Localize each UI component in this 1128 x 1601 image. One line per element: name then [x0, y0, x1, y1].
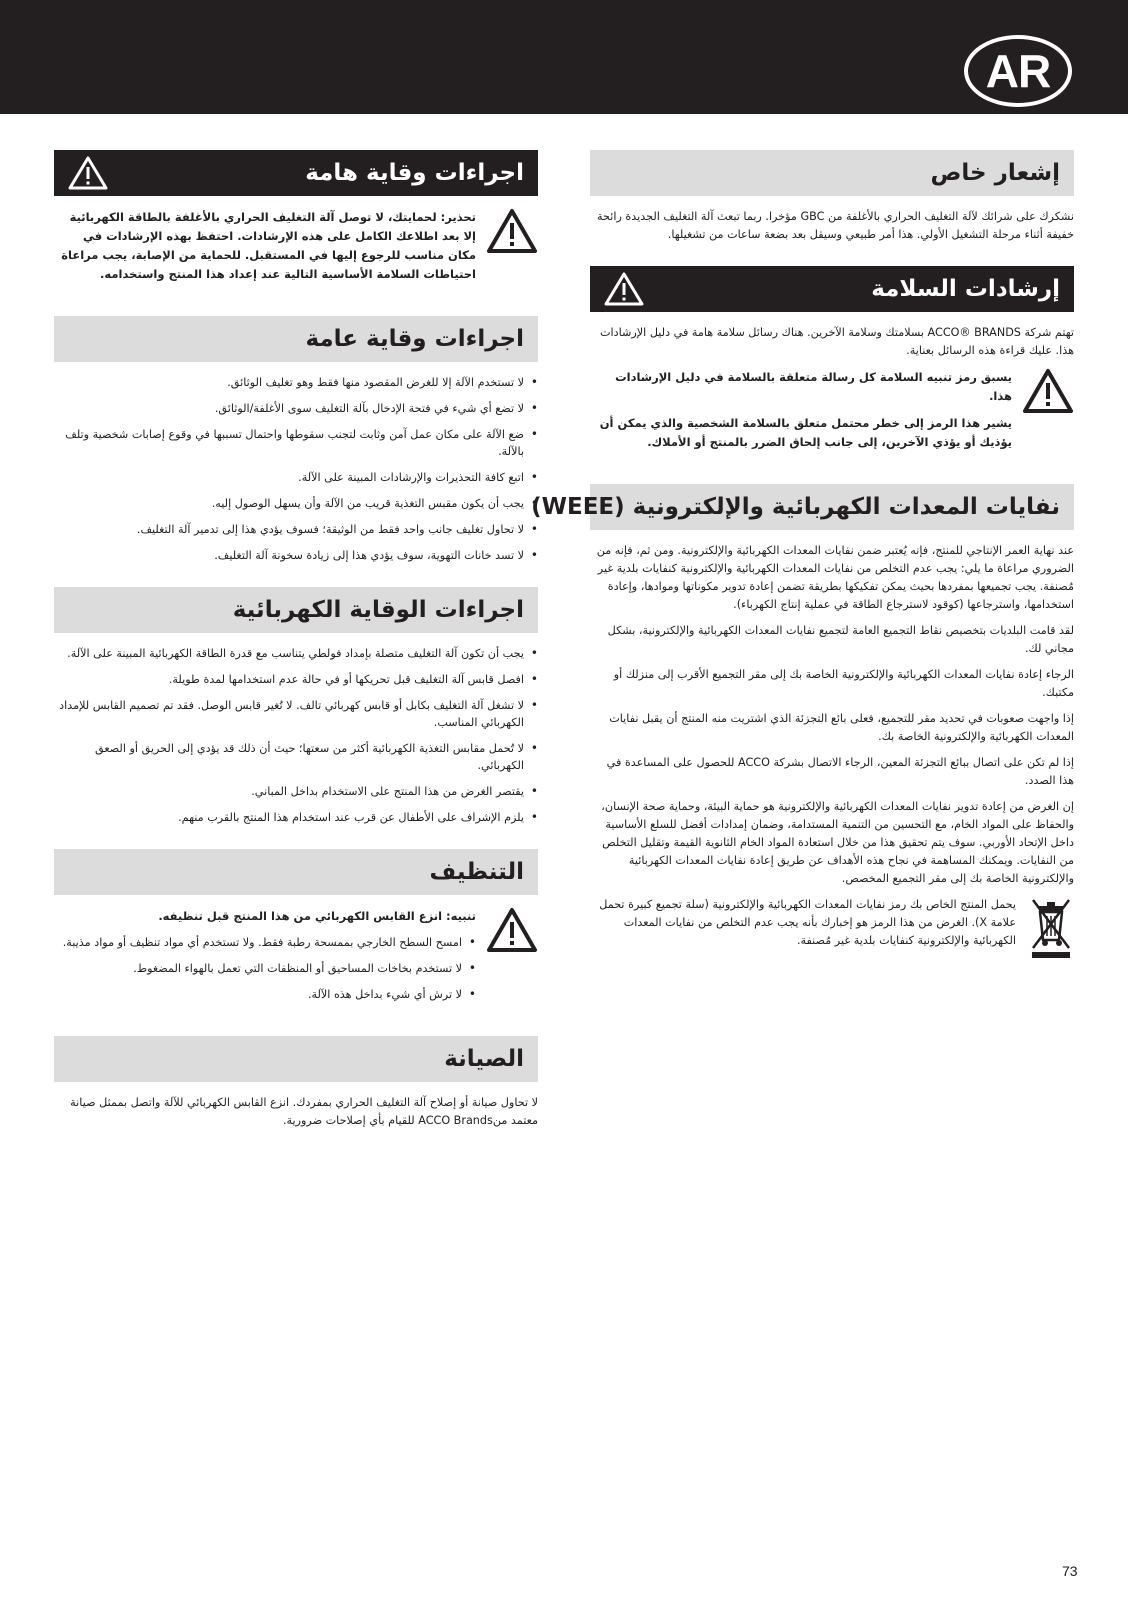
electrical-safeguards-section	[54, 587, 538, 826]
important-warning-row	[54, 208, 538, 292]
notice-header	[590, 150, 1074, 196]
language-badge: AR	[964, 35, 1072, 107]
left-column	[54, 150, 538, 1138]
list-item: • لا ترش أي شيء بداخل هذه الآلة.	[54, 986, 476, 1003]
weee-section	[531, 484, 1074, 960]
list-item: • لا تستخدم بخاخات المساحيق أو المنظفات التي تعمل بالهواء المضغوط.	[54, 960, 476, 977]
list-item: • لا تُحمل مقابس التغذية الكهربائية أكثر من سعتها؛ حيث أن ذلك قد يؤدي إلى الحريق أو الصعق الكهربائي.	[54, 740, 538, 774]
page-number: 73	[1062, 1563, 1078, 1579]
cleaning-header	[54, 849, 538, 895]
list-item: • افصل قابس آلة التغليف قبل تحريكها أو في حالة عدم استخدامها لمدة طويلة.	[54, 671, 538, 688]
maintenance-section	[54, 1036, 538, 1130]
cleaning-list	[54, 934, 476, 1003]
cleaning-title: التنظيف	[429, 859, 524, 885]
notice-section	[590, 150, 1074, 244]
safety-intro: تهتم شركة ACCO® BRANDS بسلامتك وسلامة الآخرين. هناك رسائل سلامة هامة في دليل الإرشادات هذا. عليك قراءة هذه الرسائل بعناية.	[599, 326, 1074, 357]
list-item: • يجب أن يكون مقبس التغذية قريب من الآلة وأن يسهل الوصول إليه.	[54, 495, 538, 512]
warning-triangle-icon	[1022, 368, 1074, 414]
important-warning-text: تحذير: لحمايتك، لا توصل آلة التغليف الحراري بالأغلفة بالطاقة الكهربائية إلا بعد اطلاعك الكامل على هذه الإرشادات. احتفظ بهذه الإرشادات في مكان مناسب للرجوع إليها في المستقبل. للحماية من الإصابة، يجب مراعاة احتياطات السلامة الأساسية التالية عند إعداد هذا المنتج واستخدامه.	[61, 210, 476, 281]
cleaning-warning-row	[54, 907, 538, 1012]
notice-title: إشعار خاص	[930, 160, 1060, 186]
crossed-bin-icon	[1028, 896, 1074, 960]
general-safeguards-title: اجراءات وقاية عامة	[305, 326, 524, 352]
safety-warning-line-1: يسبق رمز تنبيه السلامة كل رسالة متعلقة بالسلامة في دليل الإرشادات هذا.	[615, 370, 1012, 403]
list-item: • لا تسد خانات التهوية، سوف يؤدي هذا إلى زيادة سخونة آلة التغليف.	[54, 547, 538, 564]
warning-triangle-icon	[486, 907, 538, 953]
general-safeguards-section	[54, 316, 538, 564]
weee-paragraph: إذا لم تكن على اتصال ببائع التجزئة المعين، الرجاء الاتصال بشركة ACCO للحصول على المساعدة في هذا الصدد.	[606, 756, 1074, 787]
maintenance-body: لا تحاول صيانة أو إصلاح آلة التغليف الحراري بمفردك. انزع القابس الكهربائي للآلة واتصل بممثل صيانة معتمد منACCO Brands للقيام بأي إصلاحات ضرورية.	[70, 1096, 538, 1127]
cleaning-warning-text: تنبيه: انزع القابس الكهربائي من هذا المنتج قبل تنظيفه.	[158, 909, 476, 923]
maintenance-title: الصيانة	[444, 1046, 524, 1072]
weee-paragraph: عند نهاية العمر الإنتاجي للمنتج، فإنه يُعتبر ضمن نفايات المعدات الكهربائية والإلكترونية. ومن ثم، فإنه من الضروري مراعاة ما يلي: يجب عدم التخلص من نفايات المعدات الكهربائية والإلكترونية كنفايات بلدية غير مُصنفة. يجب تجميعها بمفردها بحيث يمكن تفكيكها بطريقة تضمن إعادة تدوير مكوناتها وموادها، وإعادة استخدامها، واسترجاعها (كوقود لاسترجاع الطاقة في عملية إنتاج الكهرباء).	[596, 544, 1074, 611]
general-safeguards-header	[54, 316, 538, 362]
weee-paragraph: إذا واجهت صعوبات في تحديد مقر للتجميع، فعلى بائع التجزئة الذي اشتريت منه المنتج أن يقبل نفايات المعدات الكهربائية والإلكترونية الخاصة بك.	[609, 712, 1074, 743]
weee-paragraph: لقد قامت البلديات بتخصيص نقاط التجميع العامة لتجميع نفايات المعدات الكهربائية والإلكترونية، بشكل مجاني لك.	[607, 624, 1074, 655]
maintenance-header	[54, 1036, 538, 1082]
warning-triangle-icon	[486, 208, 538, 254]
electrical-safeguards-list	[54, 645, 538, 826]
electrical-safeguards-title: اجراءات الوقاية الكهربائية	[232, 597, 524, 623]
weee-symbol-row	[590, 896, 1074, 960]
weee-title: نفايات المعدات الكهربائية والإلكترونية (WEEE)	[531, 494, 1060, 520]
warning-triangle-icon	[604, 272, 644, 306]
list-item: • لا تضع أي شيء في فتحة الإدخال بآلة التغليف سوى الأغلفة/الوثائق.	[54, 400, 538, 417]
weee-symbol-note: يحمل المنتج الخاص بك رمز نفايات المعدات الكهربائية والإلكترونية (سلة تجميع كبيرة تحمل علامة X). الغرض من هذا الرمز هو إخبارك بأنه يجب عدم التخلص من نفايات المعدات الكهربائية والإلكترونية كنفايات بلدية غير مُصنفة.	[599, 898, 1016, 947]
list-item: • يقتصر الغرض من هذا المنتج على الاستخدام بداخل المباني.	[54, 783, 538, 800]
list-item: • لا تستخدم الآلة إلا للغرض المقصود منها فقط وهو تغليف الوثائق.	[54, 374, 538, 391]
list-item: • لا تحاول تغليف جانب واحد فقط من الوثيقة؛ فسوف يؤدي هذا إلى تدمير آلة التغليف.	[54, 521, 538, 538]
warning-triangle-icon	[68, 156, 108, 190]
right-column	[531, 150, 1074, 960]
list-item: • يلزم الإشراف على الأطفال عن قرب عند استخدام هذا المنتج بالقرب منهم.	[54, 809, 538, 826]
cleaning-section	[54, 849, 538, 1012]
safety-warning-line-2: يشير هذا الرمز إلى خطر محتمل متعلق بالسلامة الشخصية والذي يمكن أن يؤذيك أو يؤذي الآخرين، إلى جانب إلحاق الضرر بالمنتج أو الأملاك.	[599, 416, 1012, 449]
electrical-safeguards-header	[54, 587, 538, 633]
list-item: • ضع الآلة على مكان عمل آمن وثابت لتجنب سقوطها واحتمال تسببها في وقوع إصابات شخصية وتلف بالآلة.	[54, 426, 538, 460]
safety-warning-text	[590, 368, 1012, 460]
weee-header	[531, 484, 1074, 530]
list-item: • لا تشغل آلة التغليف بكابل أو قابس كهربائي تالف. لا تُغير قابس الوصل. فقد تم تصميم القابس للإمداد الكهربائي المناسب.	[54, 697, 538, 731]
list-item: • اتبع كافة التحذيرات والإرشادات المبينة على الآلة.	[54, 469, 538, 486]
weee-paragraph: إن الغرض من إعادة تدوير نفايات المعدات الكهربائية والإلكترونية هو حماية البيئة، وحماية صحة الإنسان، والحفاظ على المواد الخام، مع التحسين من التنمية المستدامة، وضمان إمدادات أفضل للسلع الأساسية داخل الإتحاد الأوربي. سوف يتم تحقيق هذا من خلال استعادة المواد الخام الثانوية القيمة وتقليل التخلص من النفايات. ويمكنك المساهمة في نجاح هذه الأهداف عن طريق إعادة نفايات المعدات الكهربائية والإلكترونية الخاصة بك إلى مقر التجميع المخصص.	[601, 800, 1074, 885]
important-safeguards-header	[54, 150, 538, 196]
important-safeguards-section	[54, 150, 538, 292]
list-item: • امسح السطح الخارجي بممسحة رطبة فقط. ولا تستخدم أي مواد تنظيف أو مواد مذيبة.	[54, 934, 476, 951]
safety-instructions-section	[590, 266, 1074, 460]
safety-instructions-title: إرشادات السلامة	[871, 276, 1060, 302]
top-header-bar	[0, 0, 1128, 114]
list-item: • يجب أن تكون آلة التغليف متصلة بإمداد فولطي يتناسب مع قدرة الطاقة الكهربائية المبينة على الآلة.	[54, 645, 538, 662]
safety-instructions-header	[590, 266, 1074, 312]
important-safeguards-title: اجراءات وقاية هامة	[305, 160, 524, 186]
notice-body: نشكرك على شرائك لآلة التغليف الحراري بالأغلفة من GBC مؤخرا. ربما تبعث آلة التغليف الجديدة رائحة خفيفة أثناء مرحلة التشغيل الأولي. هذا أمر طبيعي وسيقل بعد بضعة ساعات من تشغيلها.	[597, 210, 1074, 241]
weee-paragraph: الرجاء إعادة نفايات المعدات الكهربائية والإلكترونية الخاصة بك إلى مقر التجميع الأقرب إلى منزلك أو مكتبك.	[613, 668, 1074, 699]
general-safeguards-list	[54, 374, 538, 564]
safety-warning-row	[590, 368, 1074, 460]
